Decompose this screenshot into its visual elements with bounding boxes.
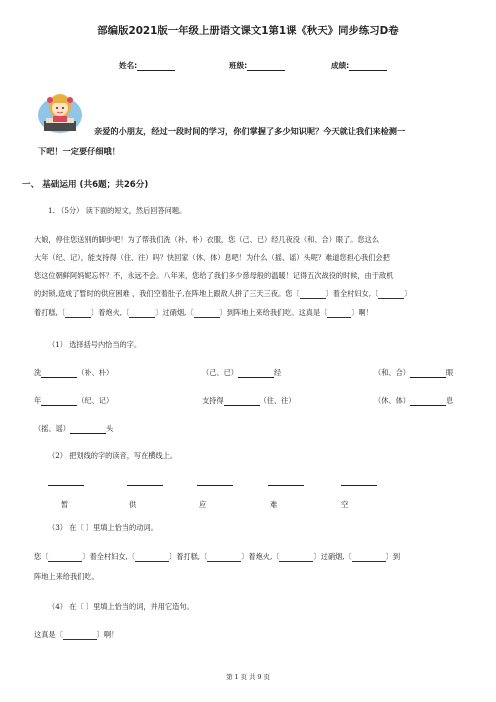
section-heading: 一、 基础运用 (共6题；共26分) — [22, 180, 149, 190]
page-title: 部编版2021版一年级上册语文课文1第1课《秋天》同步练习D卷 — [97, 25, 399, 37]
question-1-header: 1. （5分） 读下面的短文，然后回答问题。 — [48, 206, 187, 215]
choice-item: 支持得 （住、往） — [202, 396, 296, 405]
answer-blank[interactable] — [238, 369, 274, 378]
pinyin-blank[interactable] — [127, 485, 163, 486]
verb-fill-line: 您〔 〕着全村妇女,〔 〕着打糕,〔 〕着炮火,〔 〕过硝烟,〔 〕到 — [34, 552, 401, 561]
greeting-line-2: 下吧！一定要仔细哦！ — [38, 146, 120, 156]
greeting-line-1: 亲爱的小朋友，经过一段时间的学习，你们掌握了多少知识呢？今天就让我们来检测一 — [94, 126, 406, 136]
choice-item: （己、已） 经 — [202, 368, 282, 377]
choice-item: 年 （纪、记） — [34, 396, 114, 405]
name-field[interactable] — [119, 60, 175, 71]
passage-text: 〕过硝烟,〔 — [155, 308, 194, 317]
passage-blank[interactable] — [327, 308, 351, 318]
underlined-char: 空 — [341, 500, 349, 509]
page-footer: 第 1 页 共 9 页 — [226, 673, 270, 681]
underlined-char: 供 — [129, 500, 137, 509]
passage-text: 〕到阵地上来给我们吃。这真是〔 — [219, 308, 328, 317]
sub-question-4-label: （4） 在〔 〕里填上恰当的词，并用它造句。 — [48, 602, 194, 611]
passage-line-2: 大年（纪、记），能支持得（住、往）吗？快回家（休、体）息吧！为什么（摇、谣）头呢？难道您担心我们会把 — [34, 253, 390, 262]
passage-line-3: 您这位朝鲜阿妈妮忘怀？不，永远不会。八年来，您给了我们多少慈母般的温暖！记得五次战役的时候，由于敌机 — [34, 271, 394, 280]
student-avatar-icon — [36, 88, 84, 136]
underlined-char: 暂 — [61, 500, 69, 509]
pinyin-blank[interactable] — [197, 485, 233, 486]
name-label: 姓名: — [119, 61, 138, 70]
passage-blank[interactable] — [194, 308, 220, 318]
score-blank[interactable] — [349, 61, 387, 71]
choice-item: 洗 （补、朴） — [34, 368, 114, 377]
verb-blank[interactable] — [207, 552, 241, 562]
word-fill-line: 这真是〔 〕啊！ — [34, 630, 119, 639]
sub-question-3-label: （3） 在〔 〕里填上恰当的动词。 — [48, 523, 158, 532]
choice-item: （摇、谣） 头 — [34, 424, 114, 433]
answer-blank[interactable] — [224, 397, 260, 406]
score-field[interactable] — [331, 60, 387, 71]
name-blank[interactable] — [137, 61, 175, 71]
choice-item: （休、体） 息 — [374, 396, 454, 405]
passage-line-5 — [34, 308, 373, 318]
pinyin-blank[interactable] — [48, 485, 84, 486]
sub-question-2-label: （2） 把划线的字的读音，写在横线上。 — [48, 451, 178, 460]
passage-text: 的封锁,造成了暂时的供应困难 ，我们空着肚子,在阵地上跟敌人拼了三天三夜。您〔 — [34, 289, 300, 298]
class-label: 班级: — [229, 61, 248, 70]
underlined-char: 难 — [270, 500, 278, 509]
passage-close: 〕 — [404, 289, 412, 298]
score-label: 成绩: — [331, 61, 350, 70]
choice-item: （和、合） 眼 — [374, 368, 454, 377]
answer-blank[interactable] — [41, 397, 77, 406]
class-blank[interactable] — [247, 61, 285, 71]
passage-text: 〕着全村妇女,〔 — [325, 289, 379, 298]
verb-blank[interactable] — [135, 552, 169, 562]
answer-blank[interactable] — [41, 369, 77, 378]
verb-blank[interactable] — [48, 552, 82, 562]
passage-blank[interactable] — [129, 308, 155, 318]
verb-blank[interactable] — [279, 552, 313, 562]
passage-text: 〕着炮火,〔 — [91, 308, 130, 317]
sub-question-1-label: （1） 选择括号内恰当的字。 — [48, 340, 142, 349]
underlined-char: 应 — [199, 500, 207, 509]
passage-line-4 — [34, 289, 411, 299]
answer-blank[interactable] — [70, 425, 106, 434]
passage-text: 着打糕,〔 — [34, 308, 66, 317]
class-field[interactable] — [229, 60, 285, 71]
answer-blank[interactable] — [410, 369, 446, 378]
passage-text: 〕啊！ — [351, 308, 373, 317]
passage-blank[interactable] — [300, 289, 326, 299]
pinyin-blank[interactable] — [268, 485, 304, 486]
word-blank[interactable] — [63, 630, 97, 640]
verb-fill-line-2: 阵地上来给我们吃。 — [34, 572, 99, 581]
passage-blank[interactable] — [65, 308, 91, 318]
pinyin-blank[interactable] — [341, 485, 377, 486]
passage-line-1: 大娘，停住您送别的脚步吧！为了帮我们洗（补、朴）衣服，您（己、已）经几夜没（和、合）眼了。您这么 — [34, 235, 380, 244]
passage-blank[interactable] — [378, 289, 404, 299]
verb-blank[interactable] — [352, 552, 386, 562]
answer-blank[interactable] — [410, 397, 446, 406]
